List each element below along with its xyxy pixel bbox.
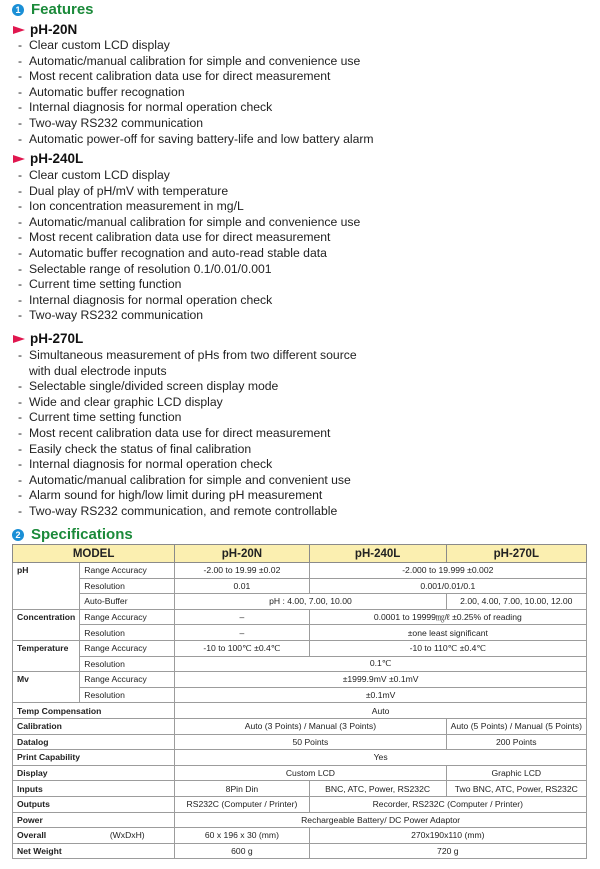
row-label: Temp Compensation [13,703,175,719]
list-item: - Selectable single/divided screen display mode [18,379,279,394]
model-name: pH-270L [30,331,84,346]
cell: Auto (5 Points) / Manual (5 Points) [446,718,586,734]
cell: – [175,625,309,641]
model-heading-ph-20n [13,22,77,37]
header-ph-270l: pH-270L [446,545,586,563]
list-item: - Two-way RS232 communication [18,115,204,130]
model-heading-ph-270l [13,331,83,346]
model-heading-ph-240l [13,151,83,166]
table-row [13,812,587,828]
model-name: pH-240L [30,151,84,166]
cell: 60 x 196 x 30 (mm) [175,828,309,844]
table-row [13,687,587,703]
cell: 600 g [175,843,309,859]
table-row [13,750,587,766]
pointer-arrow-icon [13,155,25,163]
list-item: - Automatic/manual calibration for simple and convenient use [18,472,351,487]
table-row [13,625,587,641]
features-title: Features [31,1,94,18]
table-row [13,734,587,750]
sub-label: Resolution [80,656,175,672]
model-name: pH-20N [30,22,78,37]
cell: 0.0001 to 19999㎎/ℓ ±0.25% of reading [309,609,586,625]
row-label: Print Capability [13,750,175,766]
cell: 720 g [309,843,586,859]
group-label-mv: Mv [13,672,80,703]
specifications-heading [12,526,133,543]
list-item: - Simultaneous measurement of pHs from two different source [18,348,357,362]
cell: BNC, ATC, Power, RS232C [309,781,446,797]
cell: RS232C (Computer / Printer) [175,796,309,812]
table-row [13,594,587,610]
feature-list-ph-240l [18,168,360,324]
cell: ±one least significant [309,625,586,641]
sub-label: Resolution [80,578,175,594]
pointer-arrow-icon [13,335,25,343]
sub-label: Range Accuracy [80,640,175,656]
group-label-ph: pH [13,563,80,610]
table-row [13,563,587,579]
list-item: - Wide and clear graphic LCD display [18,394,223,409]
cell: Yes [175,750,587,766]
specifications-table [12,544,587,859]
list-item: - Selectable range of resolution 0.1/0.01/0.001 [18,261,272,276]
header-ph-20n: pH-20N [175,545,309,563]
cell: Rechargeable Battery/ DC Power Adaptor [175,812,587,828]
list-item: - Automatic/manual calibration for simple and convenience use [18,214,361,229]
table-row [13,640,587,656]
list-item: - Two-way RS232 communication, and remote controllable [18,503,338,518]
list-item: - Easily check the status of final calibration [18,441,252,456]
pointer-arrow-icon [13,26,25,34]
list-item: - Most recent calibration data use for direct measurement [18,425,331,440]
table-row [13,656,587,672]
cell: pH : 4.00, 7.00, 10.00 [175,594,446,610]
row-label: Net Weight [13,843,175,859]
list-item: - Automatic/manual calibration for simple and convenience use [18,53,361,68]
cell: -10 to 100℃ ±0.4℃ [175,640,309,656]
sub-label: Resolution [80,687,175,703]
group-label-temperature: Temperature [13,640,80,671]
row-label: Outputs [13,796,175,812]
list-item: - Internal diagnosis for normal operation check [18,292,273,307]
cell: Two BNC, ATC, Power, RS232C [446,781,586,797]
group-label-concentration: Concentration [13,609,80,640]
cell: Graphic LCD [446,765,586,781]
cell: Auto [175,703,587,719]
section-number-icon: 2 [12,529,24,541]
table-row [13,672,587,688]
sub-label: Range Accuracy [80,609,175,625]
table-row [13,718,587,734]
row-label: Power [13,812,175,828]
list-item: - Two-way RS232 communication [18,308,204,323]
list-item: - Alarm sound for high/low limit during pH measurement [18,488,323,503]
cell: 0.001/0.01/0.1 [309,578,586,594]
dimension-unit-label: (WxDxH) [80,828,175,844]
cell: 2.00, 4.00, 7.00, 10.00, 12.00 [446,594,586,610]
list-item: - Most recent calibration data use for direct measurement [18,69,331,84]
row-label: Calibration [13,718,175,734]
sub-label: Auto-Buffer [80,594,175,610]
cell: -2.000 to 19.999 ±0.002 [309,563,586,579]
sub-label: Resolution [80,625,175,641]
features-heading [12,1,94,18]
cell: 0.01 [175,578,309,594]
list-item: - Automatic power-off for saving battery-life and low battery alarm [18,131,374,146]
cell: Auto (3 Points) / Manual (3 Points) [175,718,446,734]
row-label: Inputs [13,781,175,797]
table-row [13,828,587,844]
feature-list-ph-270l [18,348,357,520]
list-item: - Most recent calibration data use for direct measurement [18,230,331,245]
sub-label: Range Accuracy [80,563,175,579]
cell: ±1999.9mV ±0.1mV [175,672,587,688]
table-row [13,781,587,797]
table-row [13,703,587,719]
row-label: Datalog [13,734,175,750]
cell: -10 to 110℃ ±0.4℃ [309,640,586,656]
cell: Recorder, RS232C (Computer / Printer) [309,796,586,812]
feature-list-ph-20n [18,38,374,147]
header-model: MODEL [13,545,175,563]
list-item: - Automatic buffer recognation [18,84,185,99]
cell: 270x190x110 (mm) [309,828,586,844]
row-label: Display [13,765,175,781]
table-row [13,843,587,859]
sub-label: Range Accuracy [80,672,175,688]
table-row [13,796,587,812]
table-row [13,765,587,781]
list-item: - Current time setting function [18,410,182,425]
list-item: - Clear custom LCD display [18,168,170,182]
specifications-title: Specifications [31,526,133,543]
list-item: - Internal diagnosis for normal operation check [18,457,273,472]
table-row [13,609,587,625]
cell: 50 Points [175,734,446,750]
list-item-continuation: with dual electrode inputs [29,363,167,378]
table-row [13,578,587,594]
list-item: - Automatic buffer recognation and auto-read stable data [18,245,327,260]
section-number-icon: 1 [12,4,24,16]
table-header-row [13,545,587,563]
cell: 0.1℃ [175,656,587,672]
cell: 200 Points [446,734,586,750]
list-item: - Internal diagnosis for normal operation check [18,100,273,115]
cell: ±0.1mV [175,687,587,703]
cell: Custom LCD [175,765,446,781]
list-item: - Ion concentration measurement in mg/L [18,199,244,214]
cell: 8Pin Din [175,781,309,797]
list-item: - Dual play of pH/mV with temperature [18,183,229,198]
header-ph-240l: pH-240L [309,545,446,563]
row-label: Overall [13,828,80,844]
list-item: - Current time setting function [18,277,182,292]
list-item: - Clear custom LCD display [18,38,170,52]
cell: – [175,609,309,625]
cell: -2.00 to 19.99 ±0.02 [175,563,309,579]
